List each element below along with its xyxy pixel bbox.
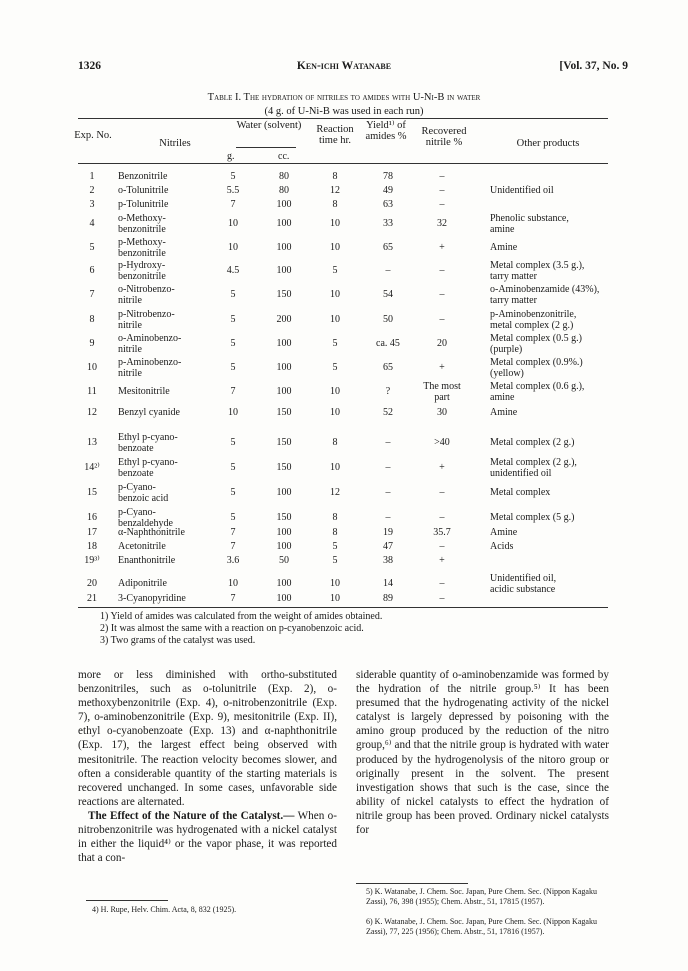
cell-nitrile: Enanthonitrile xyxy=(118,555,176,566)
cell-water-cc: 100 xyxy=(276,265,292,276)
table-note-2: 2) It was almost the same with a reaction on p-cyanobenzoic acid. xyxy=(100,623,364,634)
footnote-5: 5) K. Watanabe, J. Chem. Soc. Japan, Pure Chem. Sec. (Nippon Kagaku Zassi), 76, 398 (1955); Chem. Abstr., 51, 17815 (1957). xyxy=(366,887,597,906)
body-right-column xyxy=(356,668,609,837)
cell-water-cc: 100 xyxy=(276,242,292,253)
cell-nitrile: 3-Cyanopyridine xyxy=(118,593,186,604)
cell-nitrile: p-Methoxy- benzonitrile xyxy=(118,237,166,259)
cell-water-cc: 100 xyxy=(276,527,292,538)
cell-yield: 33 xyxy=(383,218,393,229)
cell-yield: – xyxy=(385,265,391,276)
cell-yield: ca. 45 xyxy=(376,338,400,349)
cell-other: Metal complex (2 g.) xyxy=(490,437,575,448)
cell-water-g: 5 xyxy=(230,289,236,300)
page-number: 1326 xyxy=(78,60,101,72)
cell-water-cc: 100 xyxy=(276,218,292,229)
cell-water-g: 3.6 xyxy=(226,555,240,566)
cell-recovered: – xyxy=(439,512,445,523)
cell-recovered: >40 xyxy=(434,437,450,448)
cell-time: 10 xyxy=(330,462,340,473)
cell-water-cc: 50 xyxy=(279,555,289,566)
cell-nitrile: o-Nitrobenzo- nitrile xyxy=(118,284,175,306)
cell-other: Amine xyxy=(490,407,518,418)
cell-exp-no: 17 xyxy=(87,527,97,538)
cell-water-cc: 150 xyxy=(276,437,292,448)
cell-time: 8 xyxy=(332,527,338,538)
cell-other: Metal complex (2 g.), unidentified oil xyxy=(490,457,577,479)
cell-time: 5 xyxy=(332,541,338,552)
cell-recovered: – xyxy=(439,265,445,276)
cell-water-g: 5 xyxy=(230,171,236,182)
cell-water-cc: 100 xyxy=(276,593,292,604)
cell-other: Amine xyxy=(490,242,518,253)
cell-nitrile: Benzonitrile xyxy=(118,171,168,182)
cell-recovered: – xyxy=(439,487,445,498)
cell-exp-no: 1 xyxy=(89,171,95,182)
cell-recovered: The most part xyxy=(423,381,461,403)
cell-exp-no: 16 xyxy=(87,512,97,523)
cell-yield: 63 xyxy=(383,199,393,210)
cell-water-cc: 100 xyxy=(276,386,292,397)
cell-exp-no: 15 xyxy=(87,487,97,498)
water-rule xyxy=(236,147,296,148)
cell-water-g: 5.5 xyxy=(226,185,240,196)
cell-other: Acids xyxy=(490,541,514,552)
cell-water-cc: 150 xyxy=(276,512,292,523)
cell-water-g: 5 xyxy=(230,512,236,523)
cell-exp-no: 8 xyxy=(89,314,95,325)
cell-water-g: 10 xyxy=(228,242,238,253)
cell-nitrile: Adiponitrile xyxy=(118,578,167,589)
cell-recovered: + xyxy=(439,555,445,566)
cell-time: 8 xyxy=(332,171,338,182)
table-header-rule xyxy=(78,163,608,164)
running-volume: [Vol. 37, No. 9 xyxy=(559,60,628,72)
cell-recovered: – xyxy=(439,171,445,182)
cell-nitrile: Ethyl p-cyano- benzoate xyxy=(118,457,178,479)
cell-water-cc: 200 xyxy=(276,314,292,325)
cell-other: Phenolic substance, amine xyxy=(490,213,569,235)
cell-other: Unidentified oil xyxy=(490,185,554,196)
cell-water-g: 5 xyxy=(230,462,236,473)
cell-water-cc: 100 xyxy=(276,578,292,589)
cell-nitrile: Ethyl p-cyano- benzoate xyxy=(118,432,178,454)
cell-other: Metal complex (0.9%.) (yellow) xyxy=(490,357,583,379)
cell-nitrile: o-Tolunitrile xyxy=(118,185,169,196)
cell-yield: 47 xyxy=(383,541,393,552)
table-note-3: 3) Two grams of the catalyst was used. xyxy=(100,635,256,646)
cell-time: 5 xyxy=(332,265,338,276)
cell-nitrile: p-Nitrobenzo- nitrile xyxy=(118,309,175,331)
cell-yield: – xyxy=(385,462,391,473)
table-subcaption: (4 g. of U-Ni-B was used in each run) xyxy=(264,106,424,117)
cell-time: 5 xyxy=(332,338,338,349)
cell-time: 10 xyxy=(330,407,340,418)
cell-recovered: + xyxy=(439,462,445,473)
cell-exp-no: 19³⁾ xyxy=(84,555,100,566)
cell-exp-no: 11 xyxy=(87,386,97,397)
cell-nitrile: Benzyl cyanide xyxy=(118,407,180,418)
cell-time: 12 xyxy=(330,185,340,196)
section-heading: The Effect of the Nature of the Catalyst.— xyxy=(88,809,295,822)
cell-exp-no: 4 xyxy=(89,218,95,229)
header-water: Water (solvent) xyxy=(236,120,302,131)
cell-yield: – xyxy=(385,487,391,498)
cell-recovered: – xyxy=(439,578,445,589)
table-caption: Table I. The hydration of nitriles to amides with U-Ni-B in water xyxy=(207,92,481,103)
cell-exp-no: 7 xyxy=(89,289,95,300)
cell-exp-no: 12 xyxy=(87,407,97,418)
cell-water-g: 7 xyxy=(230,541,236,552)
cell-water-g: 5 xyxy=(230,487,236,498)
header-recovered: Recovered nitrile % xyxy=(421,126,467,148)
cell-time: 8 xyxy=(332,512,338,523)
cell-yield: 19 xyxy=(383,527,393,538)
cell-nitrile: p-Cyano- benzoic acid xyxy=(118,482,169,504)
cell-recovered: – xyxy=(439,593,445,604)
cell-exp-no: 18 xyxy=(87,541,97,552)
cell-other: Amine xyxy=(490,527,518,538)
header-water-g: g. xyxy=(227,151,235,162)
cell-water-cc: 150 xyxy=(276,462,292,473)
cell-time: 10 xyxy=(330,314,340,325)
running-author: Ken-ichi Watanabe xyxy=(296,60,392,72)
cell-nitrile: p-Aminobenzo- nitrile xyxy=(118,357,182,379)
table-note-1: 1) Yield of amides was calculated from the weight of amides obtained. xyxy=(100,611,383,622)
cell-recovered: – xyxy=(439,541,445,552)
cell-nitrile: p-Hydroxy- benzonitrile xyxy=(118,260,166,282)
cell-time: 5 xyxy=(332,555,338,566)
cell-nitrile: p-Cyano- benzaldehyde xyxy=(118,507,173,529)
header-yield: Yield¹⁾ of amides % xyxy=(365,120,407,142)
cell-water-cc: 100 xyxy=(276,541,292,552)
cell-recovered: 32 xyxy=(437,218,447,229)
cell-yield: 89 xyxy=(383,593,393,604)
cell-nitrile: p-Tolunitrile xyxy=(118,199,169,210)
table-top-rule xyxy=(78,118,608,119)
cell-yield: – xyxy=(385,512,391,523)
left-paragraph-2 xyxy=(78,809,337,865)
cell-yield: 65 xyxy=(383,242,393,253)
cell-recovered: + xyxy=(439,242,445,253)
cell-time: 12 xyxy=(330,487,340,498)
cell-water-g: 4.5 xyxy=(226,265,240,276)
cell-nitrile: o-Methoxy- benzonitrile xyxy=(118,213,166,235)
cell-recovered: – xyxy=(439,289,445,300)
cell-water-g: 10 xyxy=(228,578,238,589)
cell-other: Metal complex (0.6 g.), amine xyxy=(490,381,585,403)
cell-exp-no: 14²⁾ xyxy=(84,462,100,473)
cell-water-cc: 150 xyxy=(276,289,292,300)
cell-yield: 50 xyxy=(383,314,393,325)
cell-nitrile: o-Aminobenzo- nitrile xyxy=(118,333,182,355)
cell-water-cc: 150 xyxy=(276,407,292,418)
cell-exp-no: 20 xyxy=(87,578,97,589)
cell-time: 8 xyxy=(332,199,338,210)
table-bottom-rule xyxy=(78,607,608,608)
cell-nitrile: Acetonitrile xyxy=(118,541,166,552)
cell-yield: 38 xyxy=(383,555,393,566)
header-water-cc: cc. xyxy=(278,151,290,162)
cell-yield: 52 xyxy=(383,407,393,418)
cell-water-g: 10 xyxy=(228,407,238,418)
cell-other: Metal complex (0.5 g.) (purple) xyxy=(490,333,582,355)
cell-exp-no: 21 xyxy=(87,593,97,604)
cell-other: Unidentified oil, acidic substance xyxy=(490,573,557,595)
cell-time: 8 xyxy=(332,437,338,448)
cell-exp-no: 10 xyxy=(87,362,97,373)
cell-other: Metal complex (3.5 g.), tarry matter xyxy=(490,260,585,282)
cell-yield: 54 xyxy=(383,289,393,300)
cell-water-cc: 80 xyxy=(279,185,289,196)
cell-yield: 49 xyxy=(383,185,393,196)
cell-yield: – xyxy=(385,437,391,448)
footnote-rule-left xyxy=(86,900,168,901)
header-other: Other products xyxy=(516,138,580,149)
header-exp: Exp. No. xyxy=(74,130,112,141)
cell-water-cc: 80 xyxy=(279,171,289,182)
cell-water-g: 7 xyxy=(230,527,236,538)
left-paragraph-1: more or less diminished with ortho-substituted benzonitriles, such as o-tolunitrile (Exp. 2), o-methoxybenzonitrile (Exp. 4), o-nitrobenzonitrile (Exp. 7), o-aminobenzonitrile (Exp. 9), mesitonitrile (Exp. II), ethyl o-cyanobenzoate (Exp. 13) and α-naphthonitrile (Exp. 17), the largest effect being observed with mesitonitrile. The reaction velocity becomes slower, and often a considerable quantity of the starting materials is recovered unchanged. In some cases, unfavorable side reactions are alternated. xyxy=(78,669,337,808)
left-paragraph-2-text: When o-nitrobenzonitrile was hydrogenated with a nickel catalyst in either the liquid⁴⁾ or the vapor phase, it was reported that a con- xyxy=(78,809,337,865)
cell-nitrile: α-Naphthonitrile xyxy=(118,527,185,538)
cell-nitrile: Mesitonitrile xyxy=(118,386,170,397)
footnote-rule-right xyxy=(356,883,468,884)
cell-exp-no: 6 xyxy=(89,265,95,276)
cell-water-g: 5 xyxy=(230,314,236,325)
cell-water-g: 5 xyxy=(230,362,236,373)
body-left-column xyxy=(78,668,337,865)
cell-time: 10 xyxy=(330,578,340,589)
cell-time: 10 xyxy=(330,289,340,300)
cell-water-g: 7 xyxy=(230,386,236,397)
cell-recovered: – xyxy=(439,199,445,210)
cell-yield: 78 xyxy=(383,171,393,182)
footnote-6: 6) K. Watanabe, J. Chem. Soc. Japan, Pure Chem. Sec. (Nippon Kagaku Zassi), 77, 225 (1956); Chem. Abstr., 51, 17816 (1957). xyxy=(366,917,597,936)
cell-water-g: 10 xyxy=(228,218,238,229)
cell-water-cc: 100 xyxy=(276,338,292,349)
cell-water-g: 5 xyxy=(230,338,236,349)
cell-recovered: 20 xyxy=(437,338,447,349)
cell-exp-no: 9 xyxy=(89,338,95,349)
header-nitriles: Nitriles xyxy=(159,138,191,149)
cell-exp-no: 3 xyxy=(89,199,95,210)
cell-recovered: 35.7 xyxy=(433,527,451,538)
cell-exp-no: 2 xyxy=(89,185,95,196)
cell-time: 10 xyxy=(330,218,340,229)
cell-yield: 14 xyxy=(383,578,393,589)
cell-water-cc: 100 xyxy=(276,487,292,498)
cell-exp-no: 13 xyxy=(87,437,97,448)
cell-other: o-Aminobenzamide (43%), tarry matter xyxy=(490,284,600,306)
cell-time: 5 xyxy=(332,362,338,373)
cell-other: p-Aminobenzonitrile, metal complex (2 g.) xyxy=(490,309,577,331)
cell-recovered: – xyxy=(439,185,445,196)
cell-yield: ? xyxy=(385,386,391,397)
cell-exp-no: 5 xyxy=(89,242,95,253)
cell-yield: 65 xyxy=(383,362,393,373)
cell-recovered: – xyxy=(439,314,445,325)
header-time: Reaction time hr. xyxy=(316,124,354,146)
cell-other: Metal complex (5 g.) xyxy=(490,512,575,523)
cell-water-cc: 100 xyxy=(276,199,292,210)
cell-other: Metal complex xyxy=(490,487,551,498)
footnote-4: 4) H. Rupe, Helv. Chim. Acta, 8, 832 (1925). xyxy=(92,905,237,914)
cell-time: 10 xyxy=(330,386,340,397)
right-paragraph: siderable quantity of o-aminobenzamide was formed by the hydration of the nitrile group.⁵⁾ It has been presumed that the hydrogenating activity of the nickel catalyst is largely depressed by poisoning with the amino group produced by the reduction of the nitro group,⁶⁾ and that the nitrile group is hydrated with water produced by the hydrogenolysis of the nitoro group or originally present in the solvent. The present investigation shows that such is the case, since the ability of nickel catalysts to effect the hydration of nitrile group has been proved. Ordinary nickel catalysts for xyxy=(356,669,609,837)
cell-recovered: + xyxy=(439,362,445,373)
cell-water-g: 5 xyxy=(230,437,236,448)
cell-water-g: 7 xyxy=(230,593,236,604)
cell-water-cc: 100 xyxy=(276,362,292,373)
cell-time: 10 xyxy=(330,593,340,604)
cell-recovered: 30 xyxy=(437,407,447,418)
cell-time: 10 xyxy=(330,242,340,253)
cell-water-g: 7 xyxy=(230,199,236,210)
